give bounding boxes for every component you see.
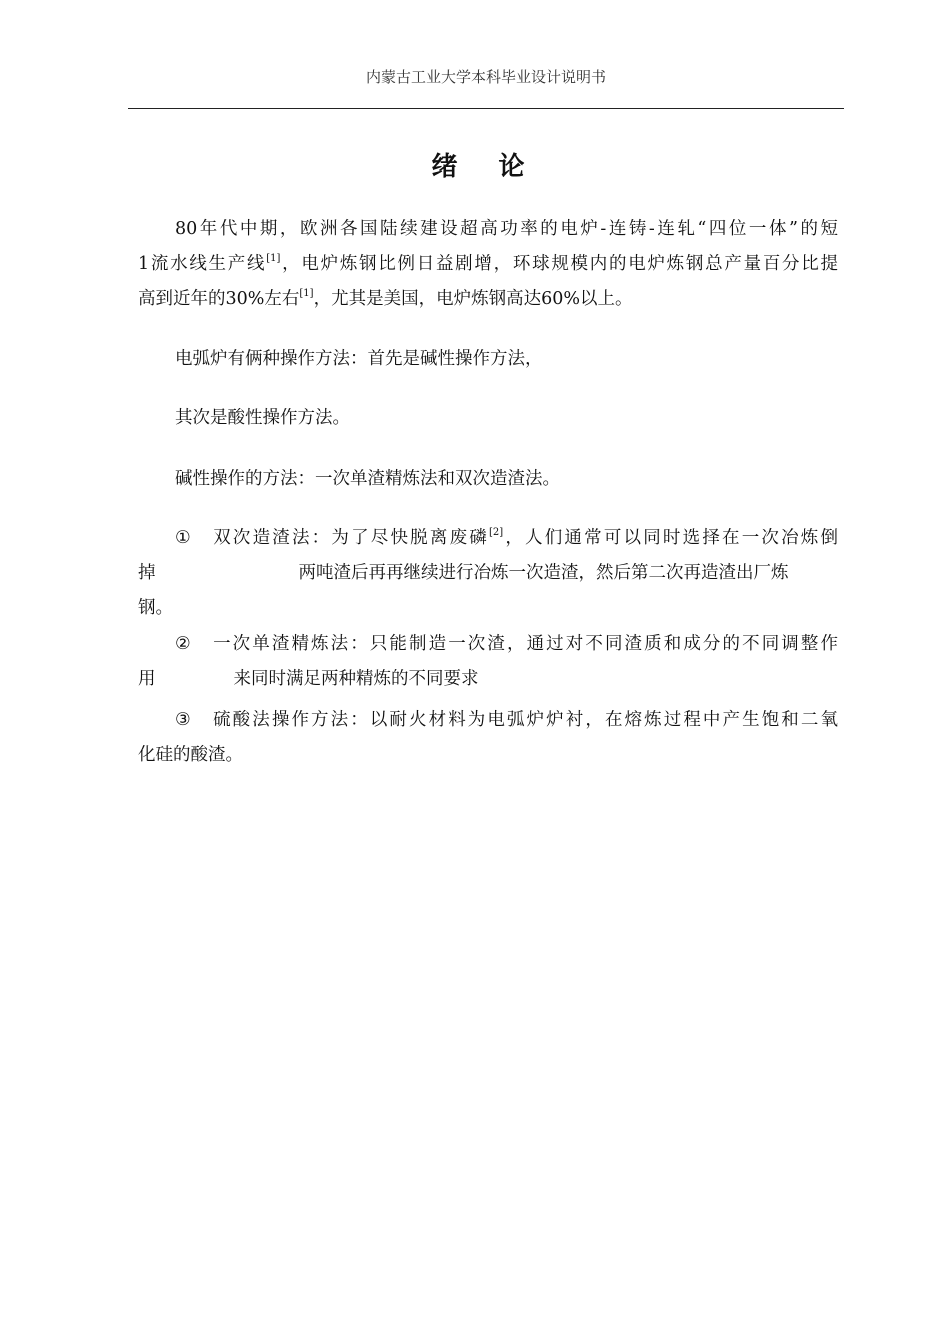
paragraph-line [138,247,838,282]
paragraph-line [138,627,838,662]
text: 高到近年的30%左右 [138,289,300,309]
paragraph-basic [138,462,838,497]
list-item-sulfuric [138,703,838,773]
text: 碱性操作的方法：一次单渣精炼法和双次造渣法。 [175,469,560,489]
text: 两吨渣后再再继续进行冶炼一次造渣，然后第二次再造渣出厂炼 [298,563,789,583]
citation-ref: [2] [488,527,504,538]
text: 一次单渣精炼法：只能制造一次渣，通过对不同渣质和成分的不同调整作 [211,634,838,654]
paragraph-line [138,591,838,626]
paragraph-line [138,521,838,556]
paragraph-line [138,556,838,591]
text: ，尤其是美国，电炉炼钢高达60%以上。 [313,289,633,309]
item-marker: ① [175,528,191,548]
text: ，电炉炼钢比例日益剧增，环球规模内的电炉炼钢总产量百分比提 [280,254,838,274]
text: 1流水线生产线 [138,254,267,274]
paragraph-acid [138,401,838,436]
text: 来同时满足两种精炼的不同要求 [233,669,479,689]
text: 用 [138,669,156,689]
paragraph-line [138,212,838,247]
paragraph-line [138,738,838,773]
paragraph-line [138,703,838,738]
text: 其次是酸性操作方法。 [175,408,350,428]
text: 双次造渣法：为了尽快脱离废磷 [211,528,489,548]
text: 化硅的酸渣。 [138,745,243,765]
page-header: 内蒙古工业大学本科毕业设计说明书 [365,68,606,86]
text: 硫酸法操作方法：以耐火材料为电弧炉炉衬，在熔炼过程中产生饱和二氧 [211,710,838,730]
text: 80年代中期，欧洲各国陆续建设超高功率的电炉-连铸-连轧“四位一体”的短 [175,219,838,239]
text: ，人们通常可以同时选择在一次冶炼倒 [503,528,839,548]
paragraph-line [138,662,838,697]
text: 钢。 [138,598,173,618]
paragraph-methods [138,342,838,377]
paragraph-intro [138,212,838,317]
text: 电弧炉有俩种操作方法：首先是碱性操作方法， [175,349,543,369]
paragraph-line [138,282,838,317]
chapter-title: 绪 论 [431,152,541,182]
citation-ref: [1] [266,253,281,264]
citation-ref: [1] [299,288,314,299]
header-rule [128,108,844,109]
list-item-single-slag [138,627,838,697]
item-marker: ② [175,634,191,654]
list-item-double-slag [138,521,838,626]
text: 掉 [138,563,156,583]
item-marker: ③ [175,710,191,730]
